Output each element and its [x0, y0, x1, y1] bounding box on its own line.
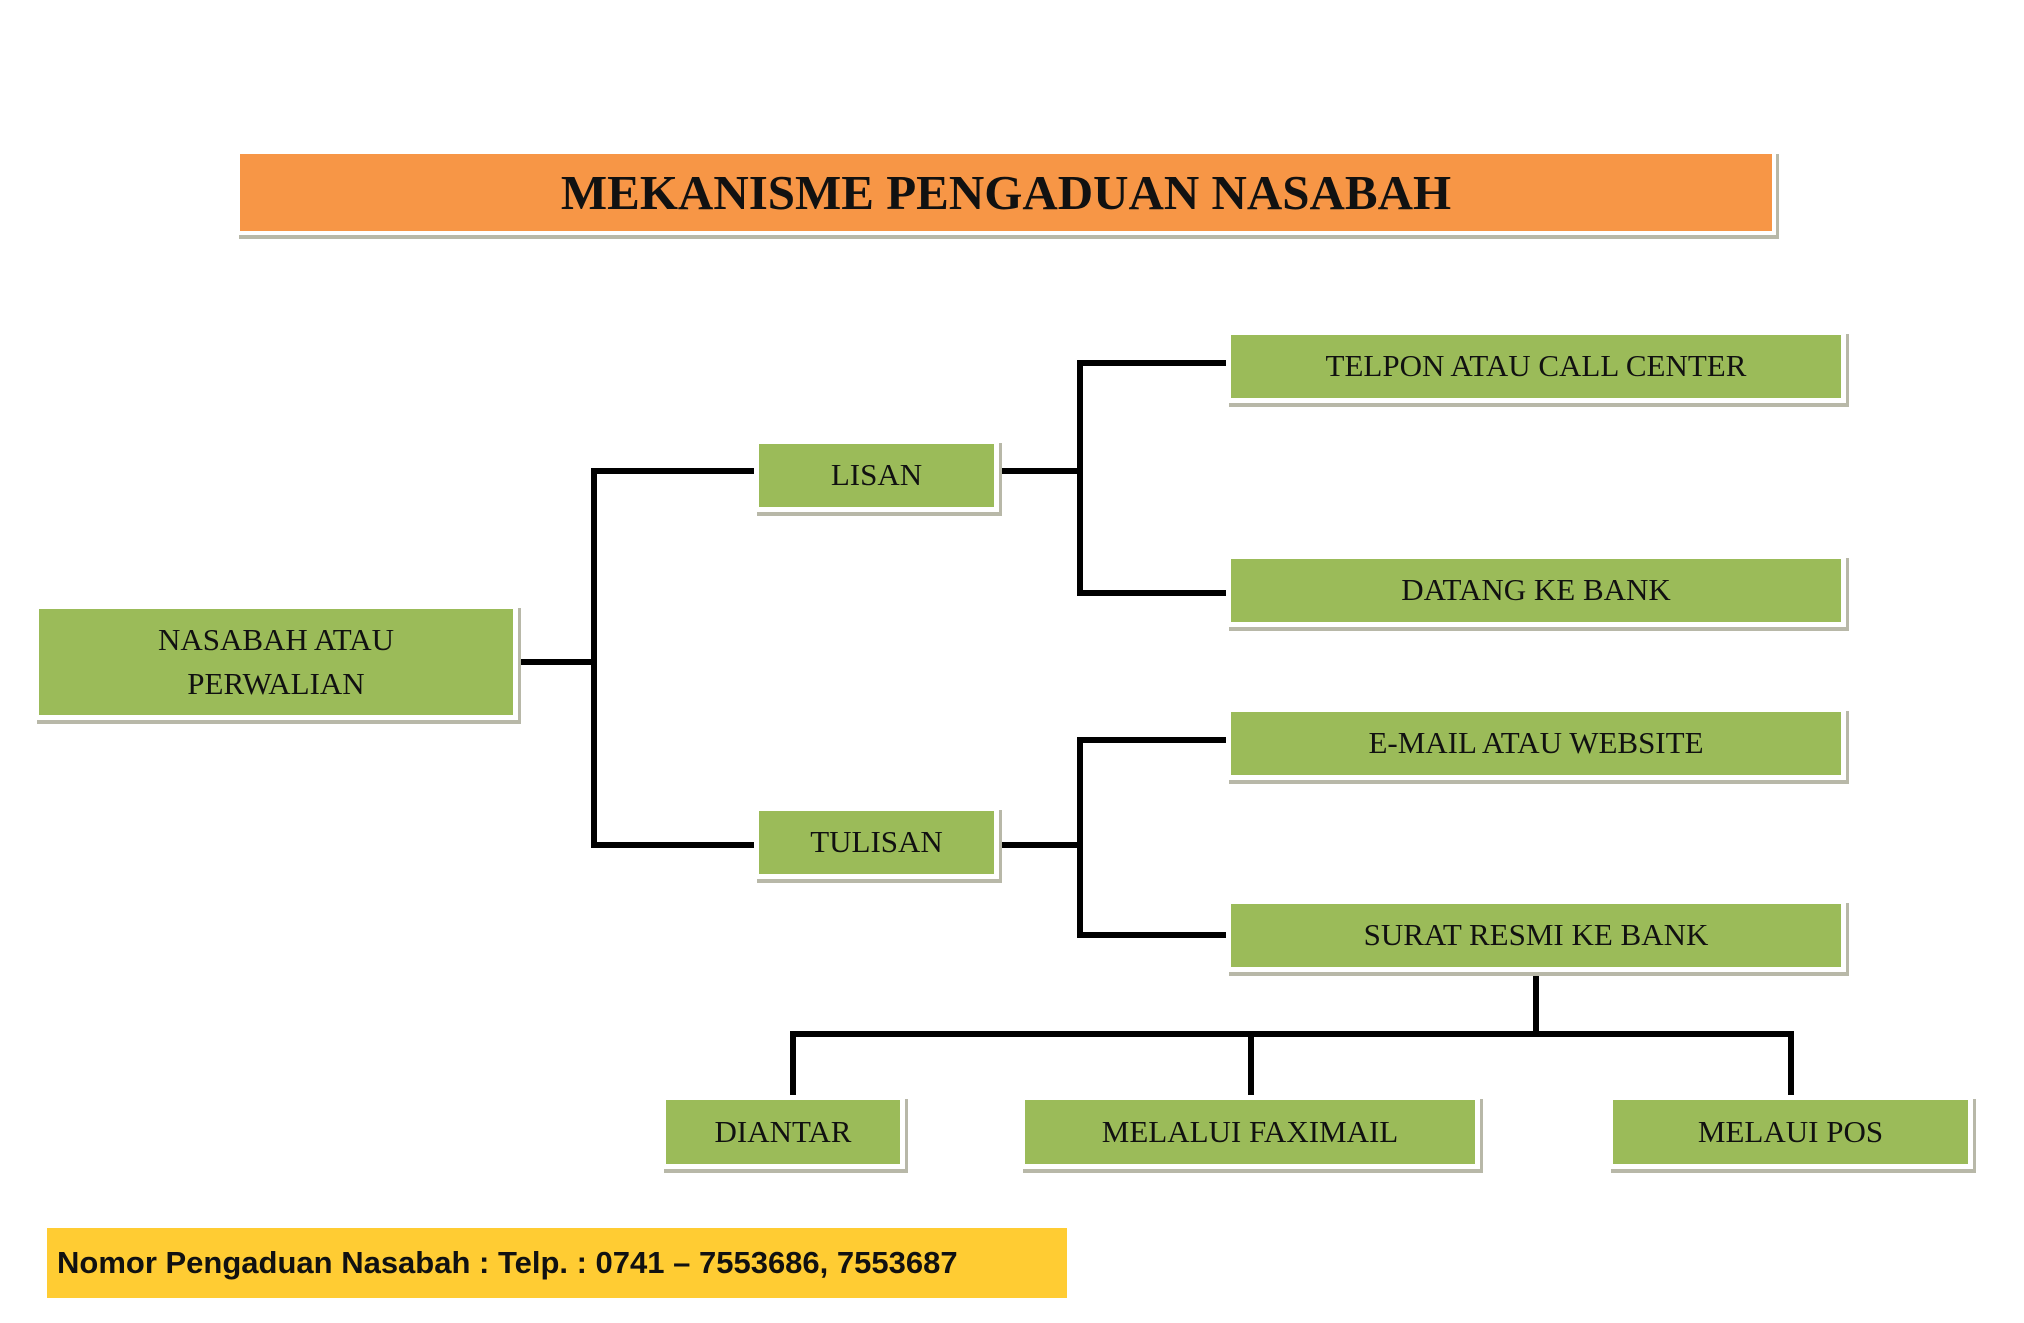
node-datang-ke-bank: DATANG KE BANK [1231, 559, 1841, 622]
node-lisan: LISAN [759, 444, 994, 507]
node-telpon-atau-call-center: TELPON ATAU CALL CENTER [1231, 335, 1841, 398]
connector-lisan [1003, 363, 1226, 593]
title-frame [236, 150, 1776, 235]
node-nasabah-atau-perwalian [39, 609, 513, 715]
complaint-phone-footer: Nomor Pengaduan Nasabah : Telp. : 0741 – 7553686, 7553687 [47, 1228, 1067, 1298]
node-diantar-frame [661, 1095, 905, 1169]
page-title: MEKANISME PENGADUAN NASABAH [240, 154, 1772, 231]
node-datang-frame [1226, 554, 1846, 627]
node-surat-resmi-ke-bank: SURAT RESMI KE BANK [1231, 904, 1841, 967]
node-pos-frame [1608, 1095, 1973, 1169]
node-melaui-pos: MELAUI POS [1613, 1100, 1968, 1164]
node-root-line1: NASABAH ATAU [157, 621, 395, 657]
node-root-line2: PERWALIAN [187, 666, 365, 701]
node-email-atau-website: E-MAIL ATAU WEBSITE [1231, 712, 1841, 775]
node-telpon-frame [1226, 330, 1846, 403]
node-root-frame [34, 604, 518, 720]
node-surat-frame [1226, 899, 1846, 972]
node-diantar: DIANTAR [666, 1100, 900, 1164]
node-tulisan-frame [754, 806, 999, 879]
connector-surat [793, 970, 1791, 1098]
node-melalui-faximail: MELALUI FAXIMAIL [1025, 1100, 1475, 1164]
connector-root [518, 471, 754, 845]
node-faximail-frame [1020, 1095, 1480, 1169]
node-tulisan: TULISAN [759, 811, 994, 874]
node-lisan-frame [754, 439, 999, 512]
connector-tulisan [1003, 740, 1226, 935]
node-email-frame [1226, 707, 1846, 780]
